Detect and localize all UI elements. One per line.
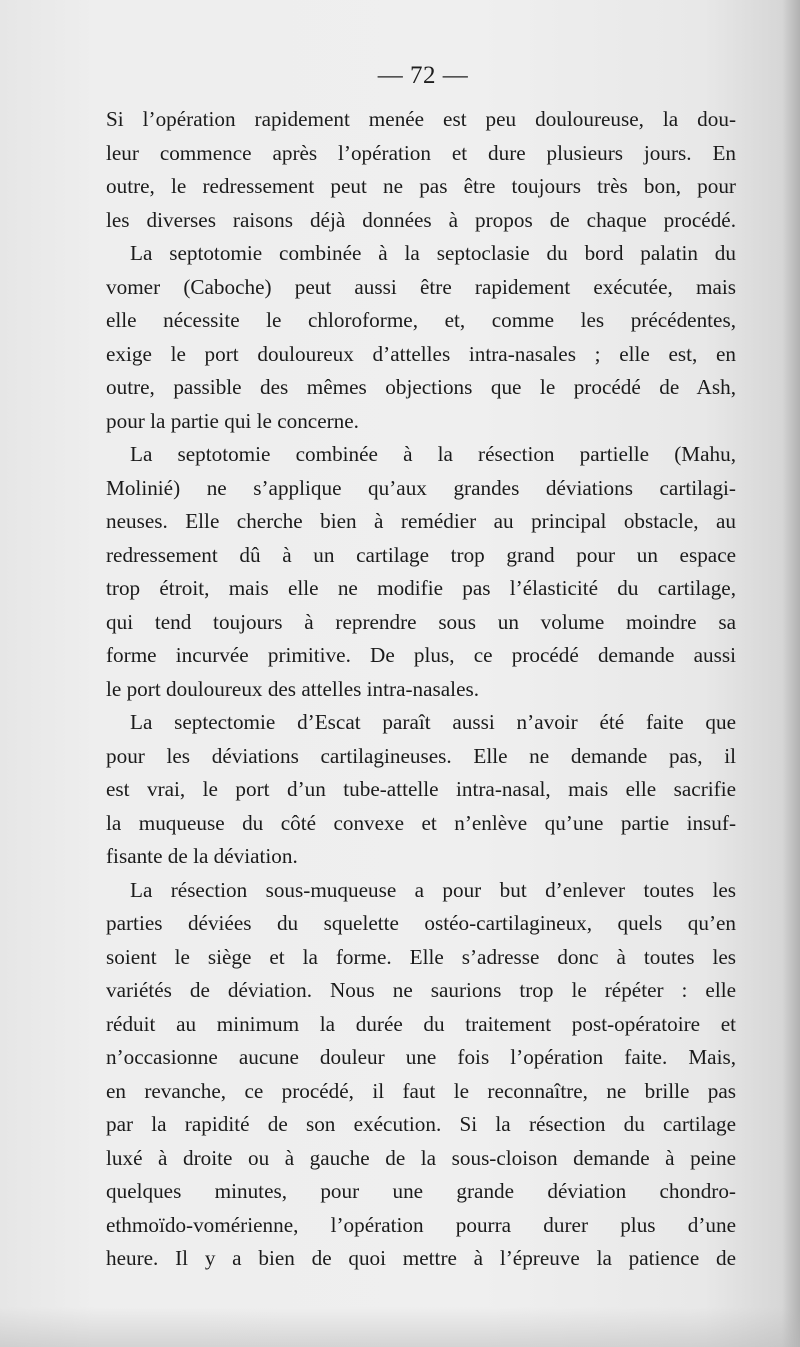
- text-line: La septotomie combinée à la septoclasie du bord palatin du: [130, 241, 736, 265]
- text-line: fisante de la déviation.: [106, 844, 298, 868]
- text-line: La septotomie combinée à la résection partielle (Mahu,: [130, 442, 736, 466]
- paragraph-4: [106, 706, 736, 874]
- text-line: pour les déviations cartilagineuses. Elle ne demande pas, il: [106, 743, 736, 768]
- text-line: La septectomie d’Escat paraît aussi n’avoir été faite que: [130, 710, 736, 734]
- text-line: forme incurvée primitive. De plus, ce procédé demande aussi: [106, 643, 736, 667]
- text-line: exige le port douloureux d’attelles intra-nasales ; elle est, en: [106, 341, 736, 366]
- page-edge-shadow: [782, 0, 800, 1347]
- text-line: en revanche, ce procédé, il faut le reconnaître, ne brille pas: [106, 1078, 736, 1103]
- text-line: variétés de déviation. Nous ne saurions trop le répéter : elle: [106, 978, 736, 1002]
- text-line: elle nécessite le chloroforme, et, comme les précédentes,: [106, 308, 736, 332]
- text-line: La résection sous-muqueuse a pour but d’enlever toutes les: [130, 877, 736, 902]
- text-line: trop étroit, mais elle ne modifie pas l’élasticité du cartilage,: [106, 576, 736, 600]
- paragraph-3: [106, 438, 736, 706]
- text-line: Molinié) ne s’applique qu’aux grandes déviations cartilagi-: [106, 475, 736, 500]
- text-line: est vrai, le port d’un tube-attelle intra-nasal, mais elle sacrifie: [106, 777, 736, 801]
- text-line: soient le siège et la forme. Elle s’adresse donc à toutes les: [106, 944, 736, 969]
- text-line: ethmoïdo-vomérienne, l’opération pourra durer plus d’une: [106, 1212, 736, 1237]
- text-line: n’occasionne aucune douleur une fois l’opération faite. Mais,: [106, 1045, 736, 1069]
- page-number: — 72 —: [377, 62, 469, 89]
- text-line: le port douloureux des attelles intra-nasales.: [106, 676, 480, 701]
- text-line: Si l’opération rapidement menée est peu douloureuse, la dou-: [106, 107, 736, 131]
- text-line: par la rapidité de son exécution. Si la résection du cartilage: [106, 1112, 736, 1136]
- paragraph-5: [106, 874, 736, 1276]
- text-line: réduit au minimum la durée du traitement post-opératoire et: [106, 1011, 736, 1036]
- text-line: neuses. Elle cherche bien à remédier au principal obstacle, au: [106, 509, 736, 533]
- text-line: heure. Il y a bien de quoi mettre à l’épreuve la patience de: [106, 1246, 736, 1270]
- text-line: la muqueuse du côté convexe et n’enlève qu’une partie insuf-: [106, 810, 736, 835]
- text-line: quelques minutes, pour une grande déviation chondro-: [106, 1179, 736, 1203]
- text-line: les diverses raisons déjà données à propos de chaque procédé.: [106, 207, 736, 232]
- text-line: redressement dû à un cartilage trop grand pour un espace: [106, 542, 736, 567]
- text-line: outre, le redressement peut ne pas être toujours très bon, pour: [106, 174, 736, 198]
- text-line: leur commence après l’opération et dure plusieurs jours. En: [106, 140, 736, 165]
- text-line: vomer (Caboche) peut aussi être rapidement exécutée, mais: [106, 274, 736, 299]
- text-line: parties déviées du squelette ostéo-cartilagineux, quels qu’en: [106, 911, 736, 935]
- paragraph-2: [106, 237, 736, 438]
- text-line: outre, passible des mêmes objections que le procédé de Ash,: [106, 375, 736, 399]
- paragraph-1: [106, 103, 736, 237]
- page-bottom-shadow: [0, 1307, 800, 1347]
- text-line: luxé à droite ou à gauche de la sous-cloison demande à peine: [106, 1145, 736, 1170]
- text-line: qui tend toujours à reprendre sous un volume moindre sa: [106, 609, 736, 634]
- text-line: pour la partie qui le concerne.: [106, 408, 359, 433]
- body-text: [106, 103, 736, 1276]
